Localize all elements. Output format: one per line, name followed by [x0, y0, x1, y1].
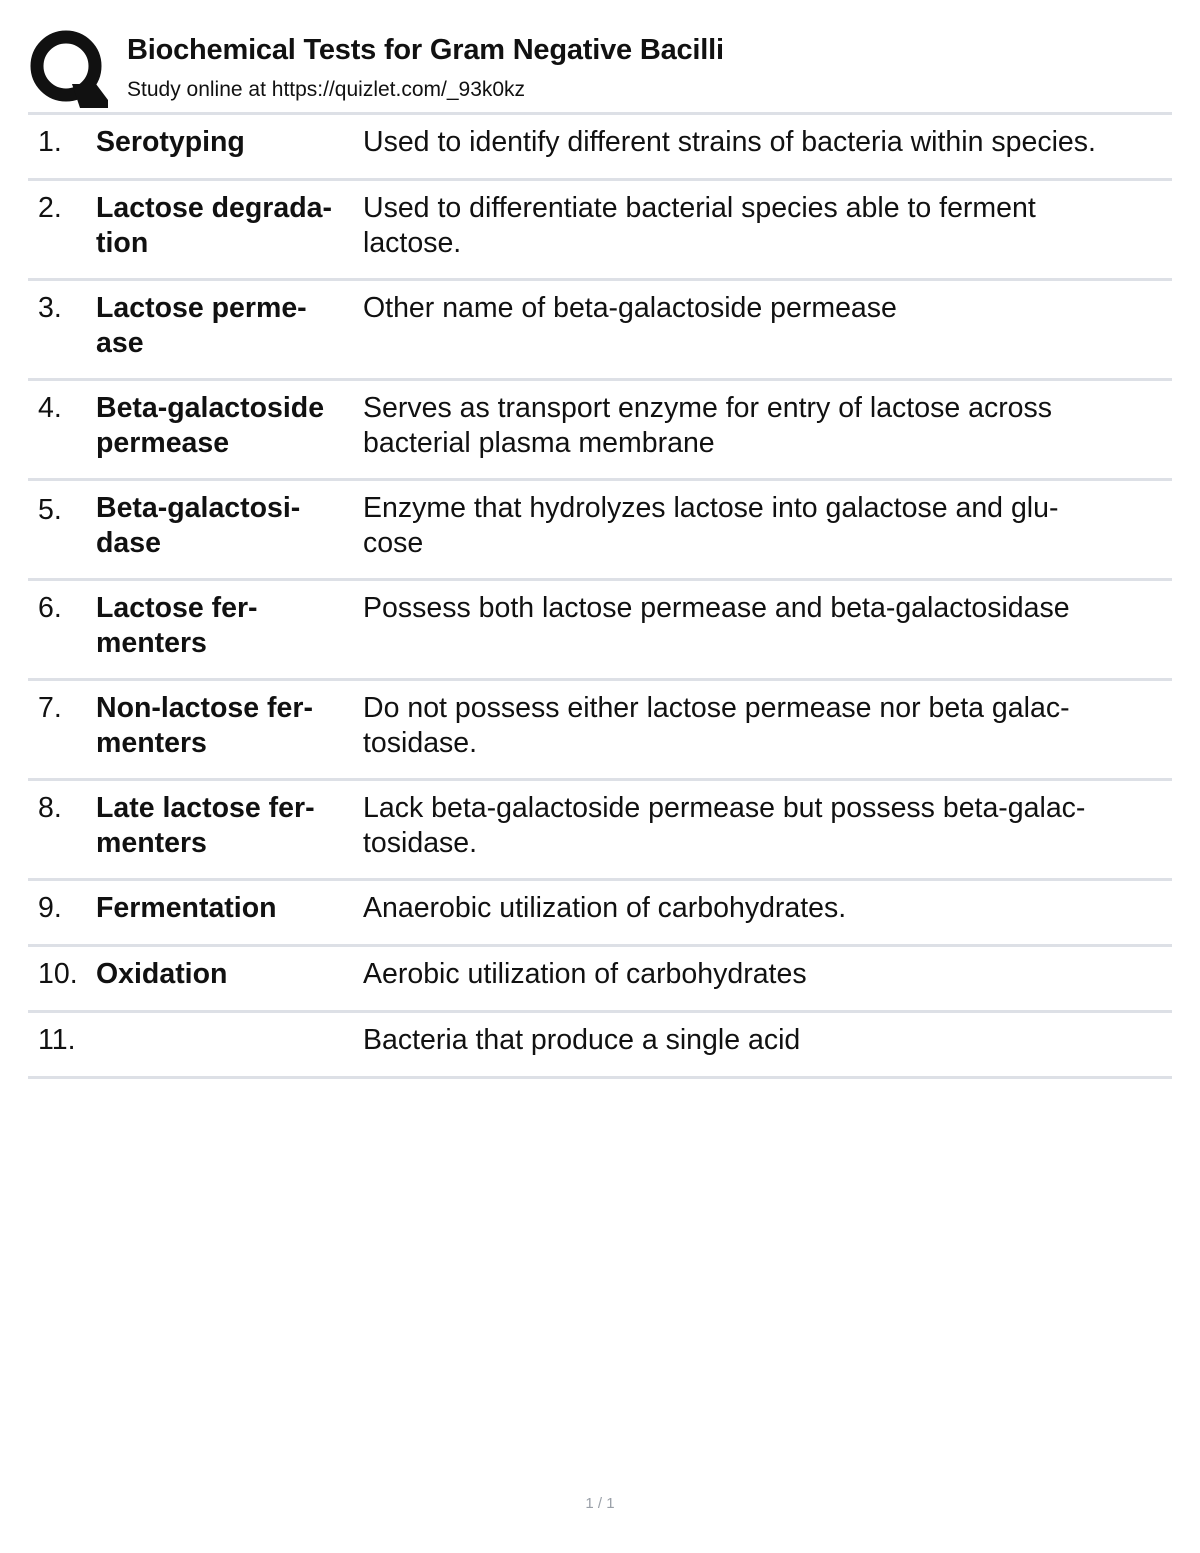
card-number: 11. — [38, 1024, 76, 1056]
card-term: Lactose perme- ase — [96, 292, 307, 359]
card-term: Non-lactose fer- menters — [96, 692, 313, 759]
card-definition: Aerobic utilization of carbohydrates — [363, 958, 807, 990]
card-number: 7. — [38, 692, 62, 724]
document-title: Biochemical Tests for Gram Negative Bacilli — [127, 34, 724, 66]
flashcard-row — [28, 381, 1172, 481]
flashcard-row — [28, 681, 1172, 781]
card-number: 2. — [38, 192, 62, 224]
card-term: Beta-galactoside permease — [96, 392, 325, 459]
study-online-link[interactable]: Study online at https://quizlet.com/_93k0kz — [127, 78, 526, 101]
flashcard-row — [28, 1013, 1172, 1079]
card-term: Late lactose fer- menters — [96, 792, 315, 859]
flashcard-row — [28, 947, 1172, 1013]
card-term: Fermentation — [96, 892, 277, 924]
card-term: Oxidation — [96, 958, 228, 990]
card-term: Lactose degrada- tion — [96, 192, 332, 259]
flashcard-list — [28, 115, 1172, 1079]
card-term: Beta-galactosi- dase — [96, 492, 301, 559]
card-definition: Do not possess either lactose permease nor beta galac- tosidase. — [363, 692, 1070, 759]
card-definition: Enzyme that hydrolyzes lactose into galactose and glu- cose — [363, 492, 1059, 559]
card-number: 6. — [38, 592, 62, 624]
flashcard-row — [28, 281, 1172, 381]
page-indicator: 1 / 1 — [585, 1495, 615, 1512]
flashcard-row — [28, 881, 1172, 947]
flashcard-row — [28, 181, 1172, 281]
flashcard-row — [28, 481, 1172, 581]
card-definition: Used to identify different strains of bacteria within species. — [363, 126, 1096, 158]
card-number: 5. — [38, 494, 62, 526]
card-definition: Used to differentiate bacterial species able to ferment lactose. — [363, 192, 1036, 259]
card-definition: Anaerobic utilization of carbohydrates. — [363, 892, 847, 924]
flashcard-row — [28, 115, 1172, 181]
card-number: 10. — [38, 958, 78, 990]
card-number: 9. — [38, 892, 62, 924]
card-definition: Other name of beta-galactoside permease — [363, 292, 897, 324]
quizlet-logo-icon — [30, 30, 108, 108]
card-number: 3. — [38, 292, 62, 324]
card-number: 8. — [38, 792, 62, 824]
flashcard-row — [28, 781, 1172, 881]
card-definition: Lack beta-galactoside permease but possess beta-galac- tosidase. — [363, 792, 1086, 859]
card-definition: Possess both lactose permease and beta-galactosidase — [363, 592, 1070, 624]
document-header — [30, 30, 1172, 110]
card-definition: Bacteria that produce a single acid — [363, 1024, 801, 1056]
flashcard-row — [28, 581, 1172, 681]
card-number: 4. — [38, 392, 62, 424]
card-number: 1. — [38, 126, 62, 158]
card-term: Serotyping — [96, 126, 245, 158]
card-definition: Serves as transport enzyme for entry of lactose across bacterial plasma membrane — [363, 392, 1053, 459]
card-term: Lactose fer- menters — [96, 592, 258, 659]
